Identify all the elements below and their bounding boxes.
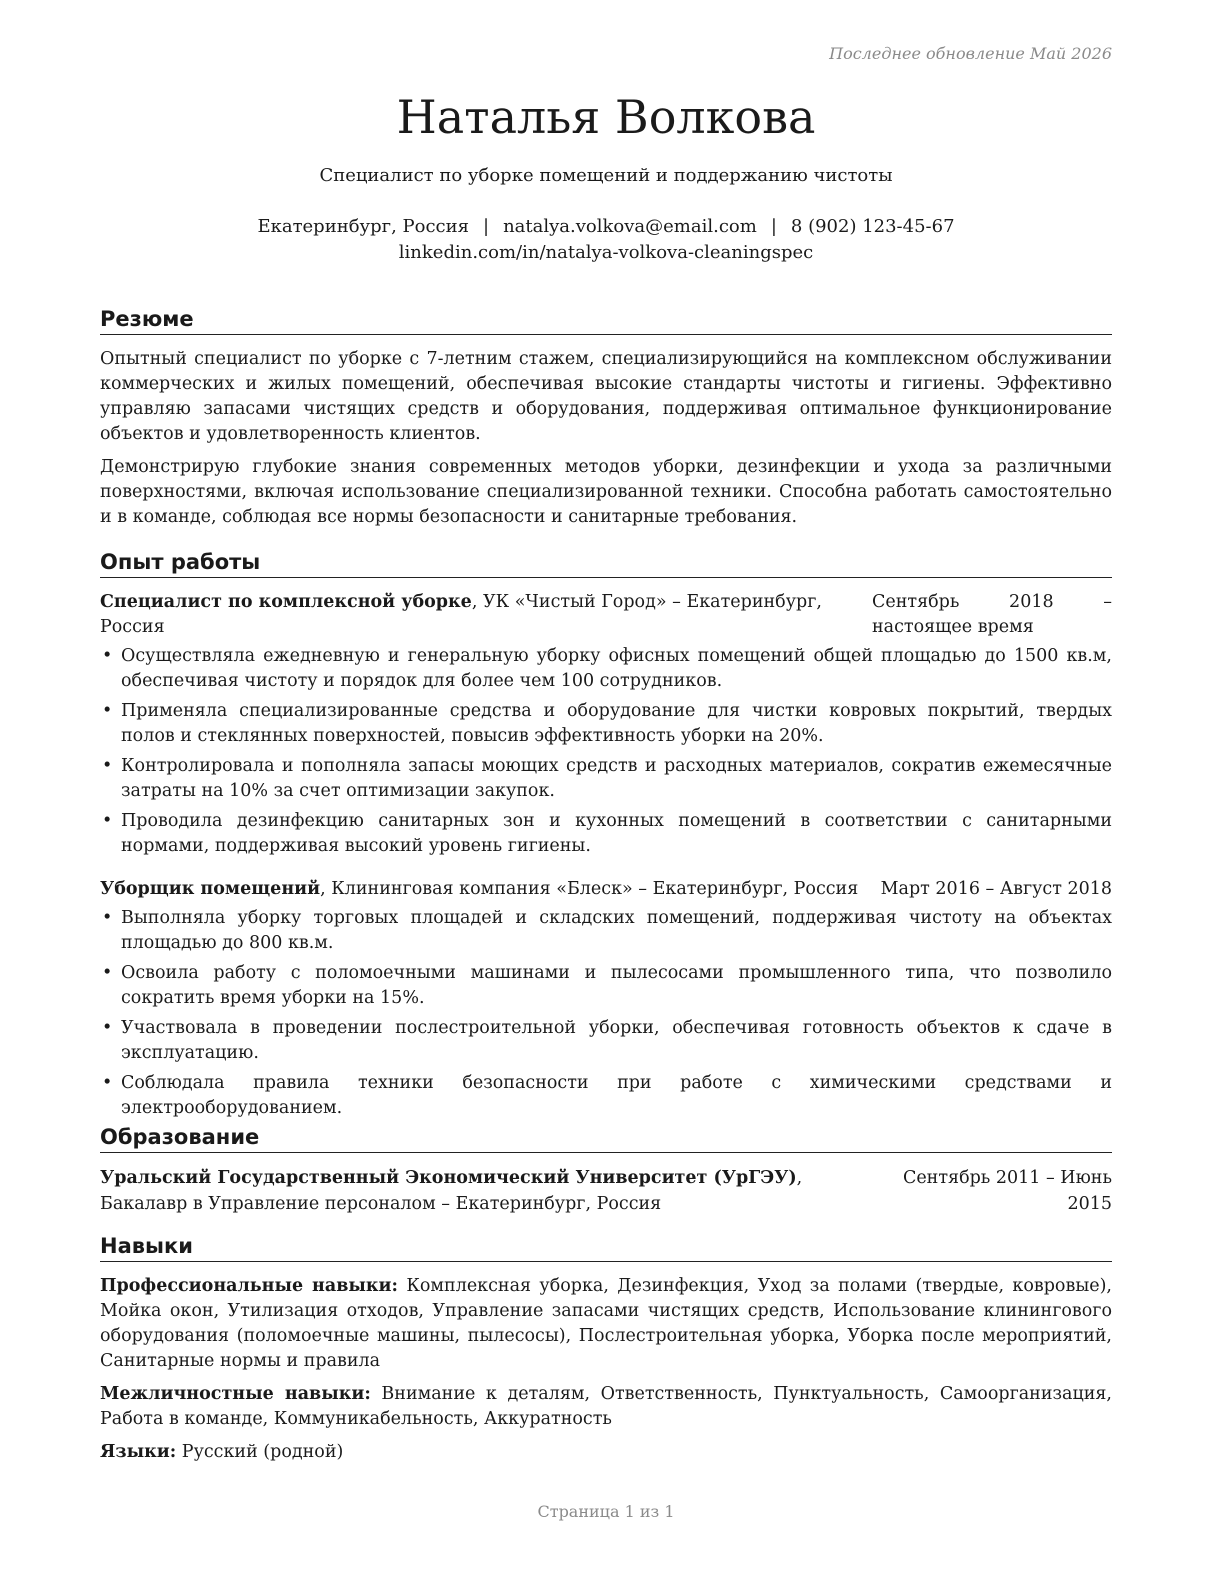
education-details: , Бакалавр в Управление персоналом – Екатеринбург, Россия bbox=[100, 1168, 803, 1214]
list-item: • Контролировала и пополняла запасы моющих средств и расходных материалов, сократив ежемесячные затраты на 10% за счет оптимизации закупок. bbox=[100, 754, 1112, 804]
resume-header bbox=[100, 86, 1112, 266]
contact-separator: | bbox=[770, 216, 777, 237]
job-header bbox=[100, 877, 1112, 902]
list-item: • Соблюдала правила техники безопасности при работе с химическими средствами и электрооборудованием. bbox=[100, 1071, 1112, 1121]
job-bullets bbox=[100, 644, 1112, 859]
summary-paragraph: Опытный специалист по уборке с 7-летним стажем, специализирующийся на комплексном обслуживании коммерческих и жилых помещений, обеспечивая высокие стандарты чистоты и гигиены. Эффективно управляю запасами чистящих средств и оборудования, поддерживая оптимальное функционирование объектов и удовлетворенность клиентов. bbox=[100, 349, 1112, 444]
job-role: Уборщик помещений bbox=[100, 879, 321, 899]
contact-location: Екатеринбург, Россия bbox=[257, 216, 469, 237]
skills-professional bbox=[100, 1274, 1112, 1374]
contact-line bbox=[100, 214, 1112, 240]
summary-section bbox=[100, 306, 1112, 530]
section-title: Опыт работы bbox=[100, 549, 1112, 578]
summary-paragraph: Демонстрирую глубокие знания современных методов уборки, дезинфекции и ухода за различными поверхностями, включая использование специализированной техники. Способна работать самостоятельно и в команде, соблюдая все нормы безопасности и санитарные требования. bbox=[100, 457, 1112, 527]
list-item: • Проводила дезинфекцию санитарных зон и кухонных помещений в соответствии с санитарными нормами, поддерживая высокий уровень гигиены. bbox=[100, 809, 1112, 859]
skills-label: Профессиональные навыки: bbox=[100, 1276, 398, 1296]
list-item: • Выполняла уборку торговых площадей и складских помещений, поддерживая чистоту на объектах площадью до 800 кв.м. bbox=[100, 906, 1112, 956]
job-dates: Сентябрь 2018 – настоящее время bbox=[872, 592, 1112, 637]
skills-label: Межличностные навыки: bbox=[100, 1384, 371, 1404]
list-item: • Участвовала в проведении послестроительной уборки, обеспечивая готовность объектов к сдаче в эксплуатацию. bbox=[100, 1016, 1112, 1066]
contact-separator: | bbox=[483, 216, 490, 237]
skills-label: Языки: bbox=[100, 1442, 177, 1462]
list-item: • Осуществляла ежедневную и генеральную уборку офисных помещений общей площадью до 1500 кв.м, обеспечивая чистоту и порядок для более чем 100 сотрудников. bbox=[100, 644, 1112, 694]
candidate-title: Специалист по уборке помещений и поддержанию чистоты bbox=[319, 165, 893, 186]
job-dates: Март 2016 – Август 2018 bbox=[880, 879, 1112, 899]
job-bullets bbox=[100, 906, 1112, 1121]
contact-linkedin[interactable]: linkedin.com/in/natalya-volkova-cleaningspec bbox=[398, 242, 814, 263]
job-role: Специалист по комплексной уборке bbox=[100, 592, 472, 612]
skills-value: Русский (родной) bbox=[176, 1442, 344, 1462]
experience-section bbox=[100, 549, 1112, 1126]
candidate-name: Наталья Волкова bbox=[396, 90, 816, 144]
last-updated: Последнее обновление Май 2026 bbox=[829, 44, 1112, 63]
skills-languages bbox=[100, 1440, 1112, 1465]
education-institution: Уральский Государственный Экономический Университет (УрГЭУ) bbox=[100, 1168, 797, 1188]
job-company: , Клининговая компания «Блеск» – Екатеринбург, Россия bbox=[320, 879, 859, 899]
resume-page bbox=[100, 0, 1112, 1584]
list-item: • Освоила работу с поломоечными машинами и пылесосами промышленного типа, что позволило сократить время уборки на 15%. bbox=[100, 961, 1112, 1011]
contact-email[interactable]: natalya.volkova@email.com bbox=[503, 216, 757, 237]
list-item: • Применяла специализированные средства и оборудование для чистки ковровых покрытий, твердых полов и стеклянных поверхностей, повысив эффективность уборки на 20%. bbox=[100, 699, 1112, 749]
section-title: Образование bbox=[100, 1124, 1112, 1153]
job-entry bbox=[100, 877, 1112, 1121]
skills-value: Внимание к деталям, Ответственность, Пунктуальность, Самоорганизация, Работа в команде, Коммуникабельность, Аккуратность bbox=[100, 1384, 1112, 1429]
education-entry bbox=[100, 1165, 1112, 1217]
job-entry bbox=[100, 590, 1112, 859]
skills-value: Комплексная уборка, Дезинфекция, Уход за полами (твердые, ковровые), Мойка окон, Утилизация отходов, Управление запасами чистящих средств, Использование клинингового оборудования (поломоечные машины, пылесосы), Послестроительная уборка, Уборка после мероприятий, Санитарные нормы и правила bbox=[100, 1276, 1112, 1371]
job-company: , УК «Чистый Город» – Екатеринбург, Россия bbox=[100, 592, 822, 637]
education-dates: Сентябрь 2011 – Июнь 2015 bbox=[902, 1168, 1112, 1214]
page-footer: Страница 1 из 1 bbox=[537, 1502, 675, 1521]
skills-interpersonal bbox=[100, 1382, 1112, 1432]
contact-phone: 8 (902) 123-45-67 bbox=[790, 216, 955, 237]
section-title: Резюме bbox=[100, 306, 1112, 335]
section-title: Навыки bbox=[100, 1233, 1112, 1262]
job-header bbox=[100, 590, 1112, 640]
skills-section bbox=[100, 1233, 1112, 1465]
education-section bbox=[100, 1124, 1112, 1217]
